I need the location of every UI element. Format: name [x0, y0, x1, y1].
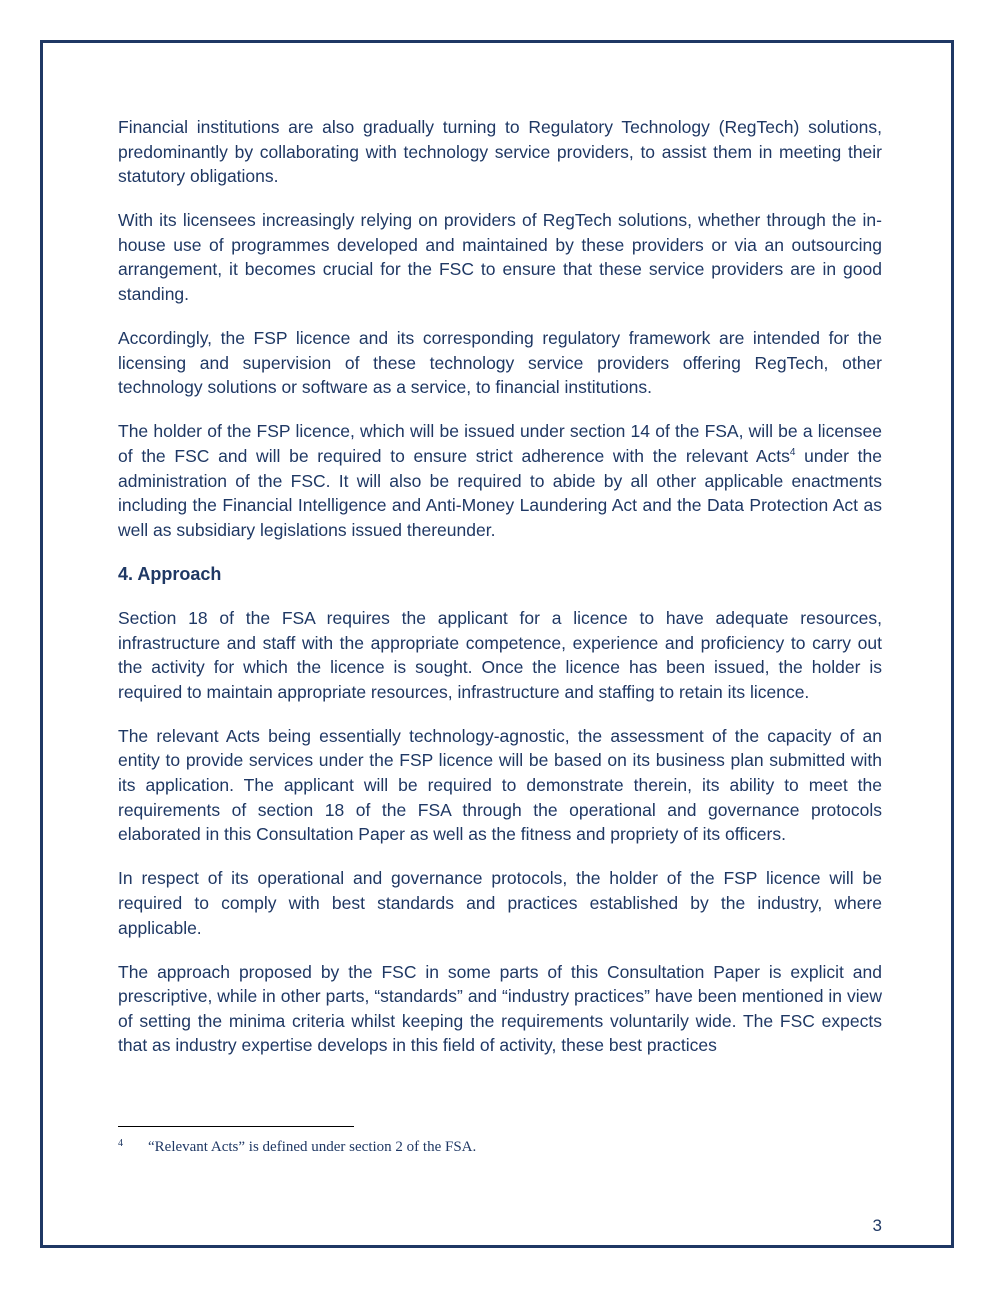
page-number: 3: [872, 1216, 882, 1235]
paragraph-text: under the administration of the FSC. It will also be required to abide by all other applicable enactments including the Financial Intelligence and Anti-Money Laundering Act and the Data Protection Act as well as subsidiary legislations issued thereunder.: [118, 446, 883, 540]
paragraph: Section 18 of the FSA requires the applicant for a licence to have adequate resources, infrastructure and staff with the appropriate competence, experience and proficiency to carry out the activity for which the licence is sought. Once the licence has been issued, the holder is required to maintain appropriate resources, infrastructure and staffing to retain its licence.: [118, 608, 882, 702]
paragraph-text: The holder of the FSP licence, which will be issued under section 14 of the FSA, will be a licensee of the FSC and will be required to ensure strict adherence with the relevant Acts: [118, 421, 882, 467]
paragraph: The relevant Acts being essentially technology-agnostic, the assessment of the capacity of an entity to provide services under the FSP licence will be based on its business plan submitted with its application. The applicant will be required to demonstrate therein, its ability to meet the requirements of section 18 of the FSA through the operational and governance protocols elaborated in this Consultation Paper as well as the fitness and propriety of its officers.: [118, 725, 882, 845]
footnote-mark: 4: [118, 1138, 123, 1149]
footnote: [118, 1137, 882, 1157]
paragraph: With its licensees increasingly relying on providers of RegTech solutions, whether through the in-house use of programmes developed and maintained by these providers or via an outsourcing arrangement, it becomes crucial for the FSC to ensure that these service providers are in good standing.: [118, 210, 882, 305]
paragraph: Accordingly, the FSP licence and its corresponding regulatory framework are intended for the licensing and supervision of these technology service providers offering RegTech, other technology solutions or software as a service, to financial institutions.: [118, 328, 882, 398]
paragraph: Financial institutions are also gradually turning to Regulatory Technology (RegTech) solutions, predominantly by collaborating with technology service providers, to assist them in meeting their statutory obligations.: [118, 117, 882, 187]
footnote-text: “Relevant Acts” is defined under section 2 of the FSA.: [148, 1139, 477, 1155]
paragraph: In respect of its operational and governance protocols, the holder of the FSP licence will be required to comply with best standards and practices established by the industry, where applicable.: [118, 868, 882, 938]
paragraph: [118, 419, 882, 542]
document-body: [118, 115, 882, 1078]
paragraph: The approach proposed by the FSC in some parts of this Consultation Paper is explicit and prescriptive, while in other parts, “standards” and “industry practices” have been mentioned in view of setting the minima criteria whilst keeping the requirements voluntarily wide. The FSC expects that as industry expertise develops in this field of activity, these best practices: [118, 961, 882, 1056]
footnote-separator: [118, 1126, 354, 1127]
footnote-reference[interactable]: 4: [789, 447, 796, 459]
section-heading: 4. Approach: [118, 563, 222, 584]
